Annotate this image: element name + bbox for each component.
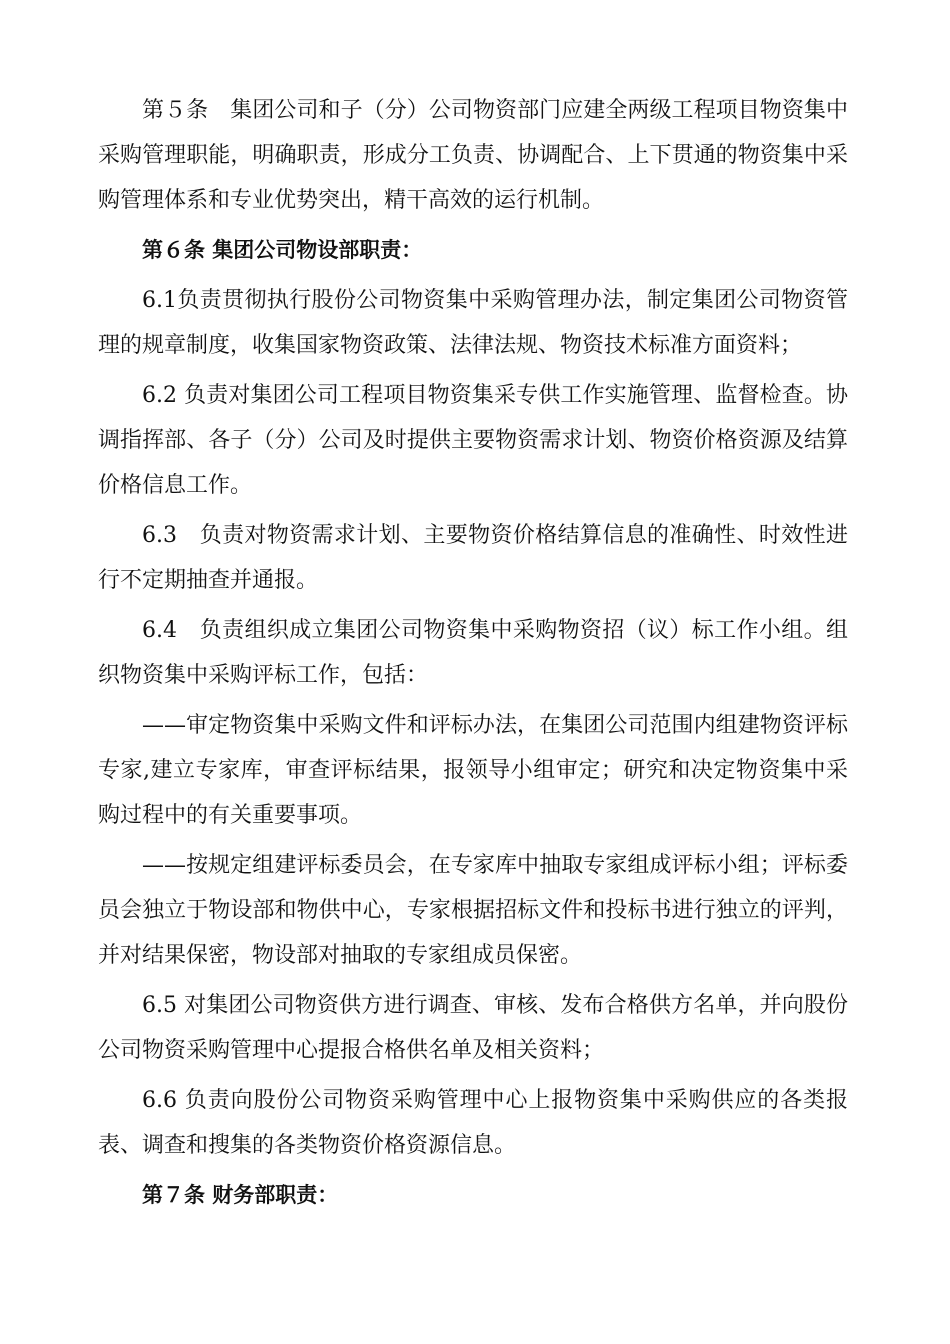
clause-6-4: 6.4 负责组织成立集团公司物资集中采购物资招（议）标工作小组。组织物资集中采购评标工作，包括： (98, 618, 848, 688)
article-7-heading: 第７条 财务部职责： (142, 1183, 339, 1207)
clause-6-5: 6.5 对集团公司物资供方进行调查、审核、发布合格供方名单，并向股份公司物资采购管理中心提报合格供名单及相关资料； (98, 993, 848, 1063)
clause-6-6: 6.6 负责向股份公司物资采购管理中心上报物资集中采购供应的各类报表、调查和搜集的各类物资价格资源信息。 (98, 1088, 848, 1158)
document-body (98, 88, 848, 1223)
clause-6-4-item-2: ——按规定组建评标委员会，在专家库中抽取专家组成评标小组；评标委员会独立于物设部和物供中心，专家根据招标文件和投标书进行独立的评判，并对结果保密，物设部对抽取的专家组成员保密。 (98, 853, 848, 968)
clause-6-2: 6.2 负责对集团公司工程项目物资集采专供工作实施管理、监督检查。协调指挥部、各子（分）公司及时提供主要物资需求计划、物资价格资源及结算价格信息工作。 (98, 383, 848, 498)
clause-6-3: 6.3 负责对物资需求计划、主要物资价格结算信息的准确性、时效性进行不定期抽查并通报。 (98, 523, 848, 593)
article-5-text: 第５条 集团公司和子（分）公司物资部门应建全两级工程项目物资集中采购管理职能，明确职责，形成分工负责、协调配合、上下贯通的物资集中采购管理体系和专业优势突出，精干高效的运行机制。 (98, 98, 848, 213)
clause-6-4-item-1: ——审定物资集中采购文件和评标办法，在集团公司范围内组建物资评标专家,建立专家库，审查评标结果，报领导小组审定；研究和决定物资集中采购过程中的有关重要事项。 (98, 713, 848, 828)
clause-6-1: 6.1负责贯彻执行股份公司物资集中采购管理办法，制定集团公司物资管理的规章制度，收集国家物资政策、法律法规、物资技术标准方面资料； (98, 288, 848, 358)
article-6-heading: 第６条 集团公司物设部职责： (142, 238, 423, 262)
